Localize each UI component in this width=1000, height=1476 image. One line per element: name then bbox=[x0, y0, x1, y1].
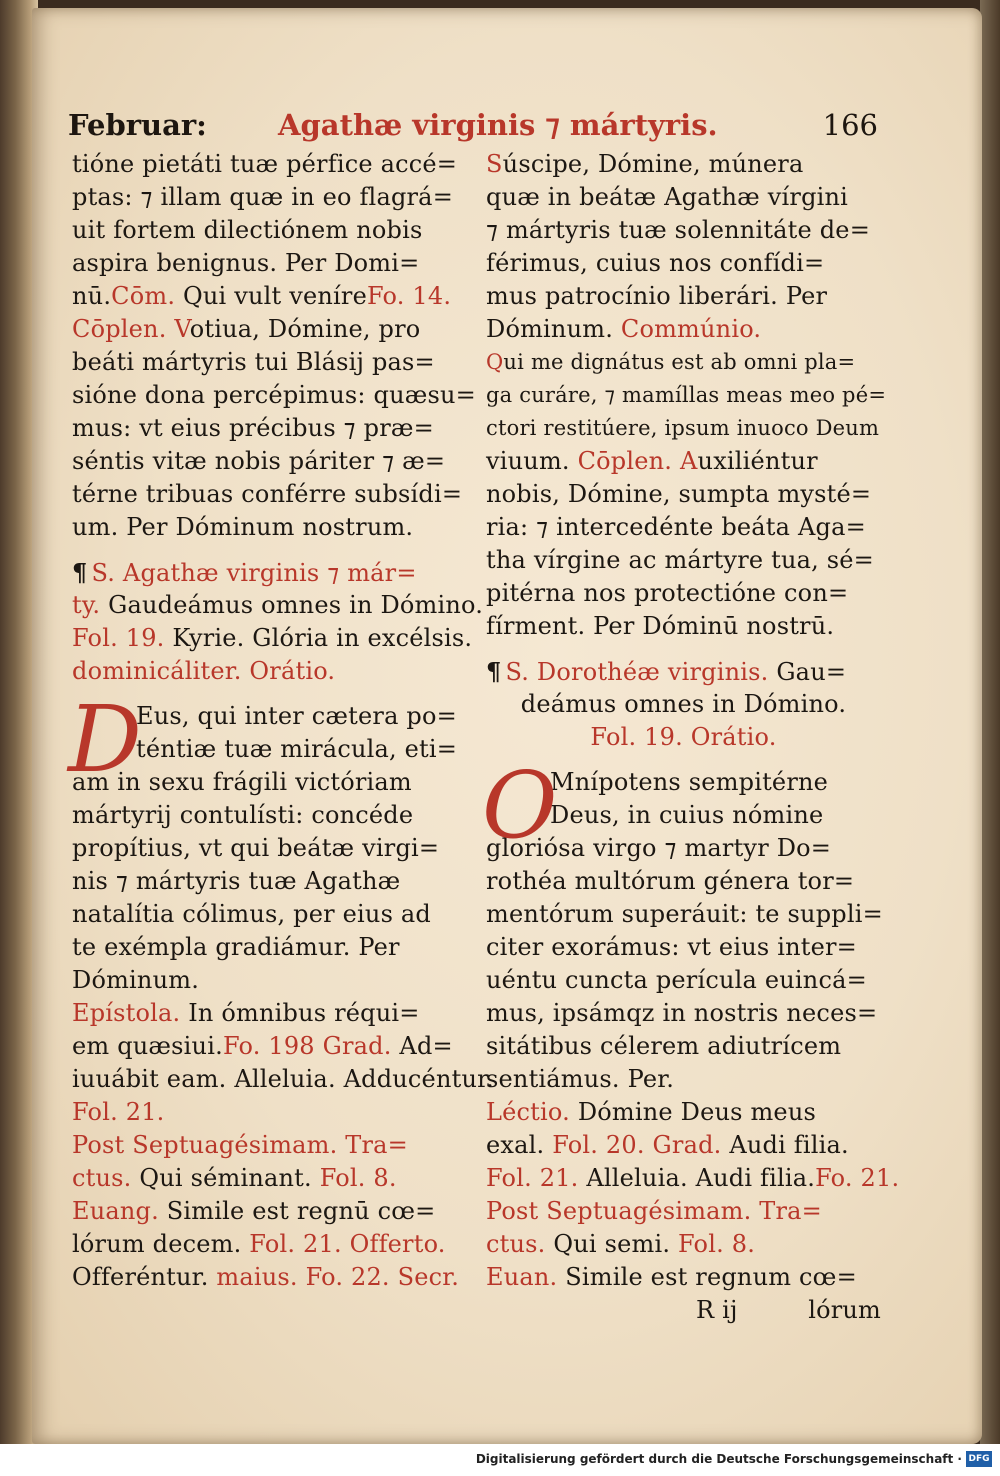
text-line: férimus, cuius nos confídi= bbox=[486, 249, 825, 277]
text: Audi filia. bbox=[729, 1131, 849, 1159]
initial: A bbox=[679, 447, 698, 475]
text: Qui vult veníre bbox=[183, 282, 367, 310]
section-heading-dorothea bbox=[486, 655, 881, 688]
signature-mark: R ij bbox=[696, 1296, 738, 1324]
rubric: S. Dorothéæ virginis. bbox=[505, 658, 769, 686]
text-line: tióne pietáti tuæ pérfice accé= bbox=[72, 150, 458, 178]
evangelium-line bbox=[486, 1261, 881, 1294]
rubric: Léctio. bbox=[486, 1098, 570, 1126]
text-line: séntis vitæ nobis páriter ⁊ æ= bbox=[72, 447, 446, 475]
text-line: fírment. Per Dóminū nostrū. bbox=[486, 612, 835, 640]
text: Ad= bbox=[399, 1032, 453, 1060]
text-line: am in sexu frágili victóriam bbox=[72, 768, 412, 796]
text: Alleluia. Audi filia. bbox=[586, 1164, 816, 1192]
left-column bbox=[68, 148, 494, 1294]
rubric: ctus. bbox=[72, 1164, 132, 1192]
text: Dómine Deus meus bbox=[577, 1098, 817, 1126]
text-line: gloriósa virgo ⁊ martyr Do= bbox=[486, 834, 832, 862]
text-line: ptas: ⁊ illam quæ in eo flagrá= bbox=[72, 183, 454, 211]
lectio-line bbox=[486, 1096, 881, 1129]
text-line: citer exorámus: vt eius inter= bbox=[486, 933, 857, 961]
text-line: ctori restitúere, ipsum inuoco Deum bbox=[486, 416, 880, 440]
text-line: te exémpla gradiámur. Per bbox=[72, 933, 400, 961]
rubric: Epístola. bbox=[72, 999, 181, 1027]
text: Simile est regnū cœ= bbox=[166, 1197, 436, 1225]
oratio-rubric: Fol. 19. Orátio. bbox=[590, 723, 777, 751]
text-line: Dóminum. bbox=[72, 966, 200, 994]
text-line: rothéa multórum génera tor= bbox=[486, 867, 855, 895]
post-septuagesimam: Post Septuagésimam. Tra= bbox=[486, 1197, 822, 1225]
text-line: térne tribuas conférre subsídi= bbox=[72, 480, 463, 508]
text-line: iuuábit eam. Alleluia. Adducéntur. bbox=[72, 1065, 494, 1093]
text-line: tha vírgine ac mártyre tua, sé= bbox=[486, 546, 874, 574]
text: Gau= bbox=[776, 658, 847, 686]
text-line: ⁊ mártyris tuæ solennitáte de= bbox=[486, 216, 871, 244]
text: exal. bbox=[486, 1131, 545, 1159]
text: Qui séminant. bbox=[139, 1164, 312, 1192]
drop-initial: O bbox=[482, 752, 558, 859]
text: ui me dignátus est ab omni pla= bbox=[503, 350, 856, 374]
complenda-line bbox=[486, 445, 881, 478]
rubric: ctus. bbox=[486, 1230, 546, 1258]
rubric: Fo. 14. bbox=[366, 282, 452, 310]
rubric: Euan. bbox=[486, 1263, 558, 1291]
communio-ref-line bbox=[72, 280, 467, 313]
pilcrow-icon: ¶ bbox=[486, 657, 502, 686]
rubric: S. Agathæ virginis ⁊ már= bbox=[91, 559, 417, 587]
text-line: natalítia cólimus, per eius ad bbox=[72, 900, 431, 928]
text-line: mus, ipsámqz in nostris neces= bbox=[486, 999, 878, 1027]
section-heading-agatha bbox=[72, 556, 467, 589]
rubric: maius. Fo. 22. Secr. bbox=[216, 1263, 460, 1291]
text-line: téntiæ tuæ mirácula, eti= bbox=[136, 735, 458, 763]
right-column bbox=[482, 148, 900, 1327]
kyrie-line bbox=[72, 622, 473, 655]
tractus-line bbox=[486, 1228, 881, 1261]
text: lórum decem. bbox=[72, 1230, 242, 1258]
text: In ómnibus réqui= bbox=[188, 999, 420, 1027]
epistola-line bbox=[72, 997, 467, 1030]
text: Gaudeámus omnes in Dómino. bbox=[108, 591, 484, 619]
footer-credit: Digitalisierung gefördert durch die Deutsche Forschungsgemeinschaft · bbox=[475, 1452, 962, 1466]
rubric: Fol. 19. bbox=[72, 624, 165, 652]
alleluia-line bbox=[486, 1162, 900, 1195]
offertorium-line bbox=[72, 1228, 467, 1261]
text-line: aspira benignus. Per Domi= bbox=[72, 249, 420, 277]
text: Dóminum. bbox=[486, 315, 614, 343]
text-line: sióne dona percépimus: quæsu= bbox=[72, 381, 476, 409]
text-line: uit fortem dilectiónem nobis bbox=[72, 216, 423, 244]
rubric: Fo. 198 bbox=[222, 1032, 315, 1060]
text: otiua, Dómine, pro bbox=[189, 315, 421, 343]
drop-initial: D bbox=[68, 686, 142, 793]
text-line: nis ⁊ mártyris tuæ Agathæ bbox=[72, 867, 401, 895]
text-line: quæ in beátæ Agathæ vírgini bbox=[486, 183, 849, 211]
text: úscipe, Dómine, múnera bbox=[502, 150, 804, 178]
rubric: ty. bbox=[72, 591, 101, 619]
post-septuagesimam: Post Septuagésimam. Tra= bbox=[72, 1131, 408, 1159]
text-line: mus patrocínio liberári. Per bbox=[486, 282, 828, 310]
text-line: nobis, Dómine, sumpta mysté= bbox=[486, 480, 872, 508]
text: Simile est regnum cœ= bbox=[565, 1263, 857, 1291]
text-line: mus: vt eius précibus ⁊ præ= bbox=[72, 414, 434, 442]
text-line: pitérna nos protectióne con= bbox=[486, 579, 849, 607]
running-head-title: Agathæ virginis ⁊ mártyris. bbox=[278, 108, 718, 142]
communio-text-line bbox=[486, 346, 881, 379]
text: nū. bbox=[72, 282, 112, 310]
rubric: Cōplen. bbox=[577, 447, 673, 475]
text-line: sitátibus célerem adiutrícem bbox=[486, 1032, 842, 1060]
text-line: uéntu cuncta perícula euincá= bbox=[486, 966, 867, 994]
oratio-rubric: dominicáliter. Orátio. bbox=[72, 657, 336, 685]
suscipe-line bbox=[486, 148, 881, 181]
text-line: Deus, in cuius nómine bbox=[550, 801, 824, 829]
evangelium-line bbox=[72, 1195, 467, 1228]
tractus-line bbox=[72, 1162, 467, 1195]
text-line: ga curáre, ⁊ mamíllas meas meo pé= bbox=[486, 383, 887, 407]
text-line: propítius, vt qui beátæ virgi= bbox=[72, 834, 440, 862]
rubric: Cōm. bbox=[111, 282, 176, 310]
complenda-line bbox=[72, 313, 467, 346]
text-line: mártyrij contulísti: concéde bbox=[72, 801, 414, 829]
text: uxiliéntur bbox=[697, 447, 818, 475]
gradual-line bbox=[486, 1129, 881, 1162]
running-head bbox=[68, 108, 878, 142]
rubric: Fol. 8. bbox=[678, 1230, 756, 1258]
rubric: Cōplen. V bbox=[72, 315, 190, 343]
rubric: Fol. 20. Grad. bbox=[552, 1131, 722, 1159]
initial: Q bbox=[486, 350, 504, 374]
running-head-month: Februar: bbox=[68, 108, 207, 142]
secreta-line bbox=[72, 1261, 467, 1294]
text-line: um. Per Dóminum nostrum. bbox=[72, 513, 414, 541]
text-line: beáti mártyris tui Blásij pas= bbox=[72, 348, 435, 376]
rubric: Commúnio. bbox=[620, 315, 762, 343]
text-line: mentórum superáuit: te suppli= bbox=[486, 900, 883, 928]
text-line: Mnípotens sempitérne bbox=[550, 768, 829, 796]
introit-line bbox=[72, 589, 484, 622]
page-number: 166 bbox=[822, 108, 878, 142]
initial: S bbox=[486, 150, 503, 178]
footer-bar bbox=[0, 1444, 1000, 1476]
rubric: Fol. 8. bbox=[319, 1164, 397, 1192]
text: viuum. bbox=[486, 447, 570, 475]
dfg-logo: DFG bbox=[966, 1451, 992, 1467]
signature-line bbox=[486, 1294, 881, 1327]
rubric: Euang. bbox=[72, 1197, 159, 1225]
catchword: lórum bbox=[808, 1296, 881, 1324]
folio-ref: Fol. 21. bbox=[72, 1098, 165, 1126]
page-edge bbox=[980, 0, 1000, 1476]
pilcrow-icon: ¶ bbox=[72, 558, 88, 587]
introit-line: deámus omnes in Dómino. bbox=[520, 690, 847, 718]
text-line: ria: ⁊ intercedénte beáta Aga= bbox=[486, 513, 866, 541]
gradual-line bbox=[72, 1030, 467, 1063]
text-line: sentiámus. Per. bbox=[486, 1065, 675, 1093]
communio-line bbox=[486, 313, 881, 346]
text-line: Eus, qui inter cætera po= bbox=[136, 702, 457, 730]
rubric: Grad. bbox=[322, 1032, 392, 1060]
text: Kyrie. Glória in excélsis. bbox=[172, 624, 473, 652]
text: Offeréntur. bbox=[72, 1263, 209, 1291]
rubric: Fol. 21. Offerto. bbox=[249, 1230, 446, 1258]
rubric: Fol. 21. bbox=[486, 1164, 579, 1192]
text: Qui semi. bbox=[553, 1230, 671, 1258]
rubric: Fo. 21. bbox=[815, 1164, 900, 1192]
text: em quæsiui. bbox=[72, 1032, 223, 1060]
